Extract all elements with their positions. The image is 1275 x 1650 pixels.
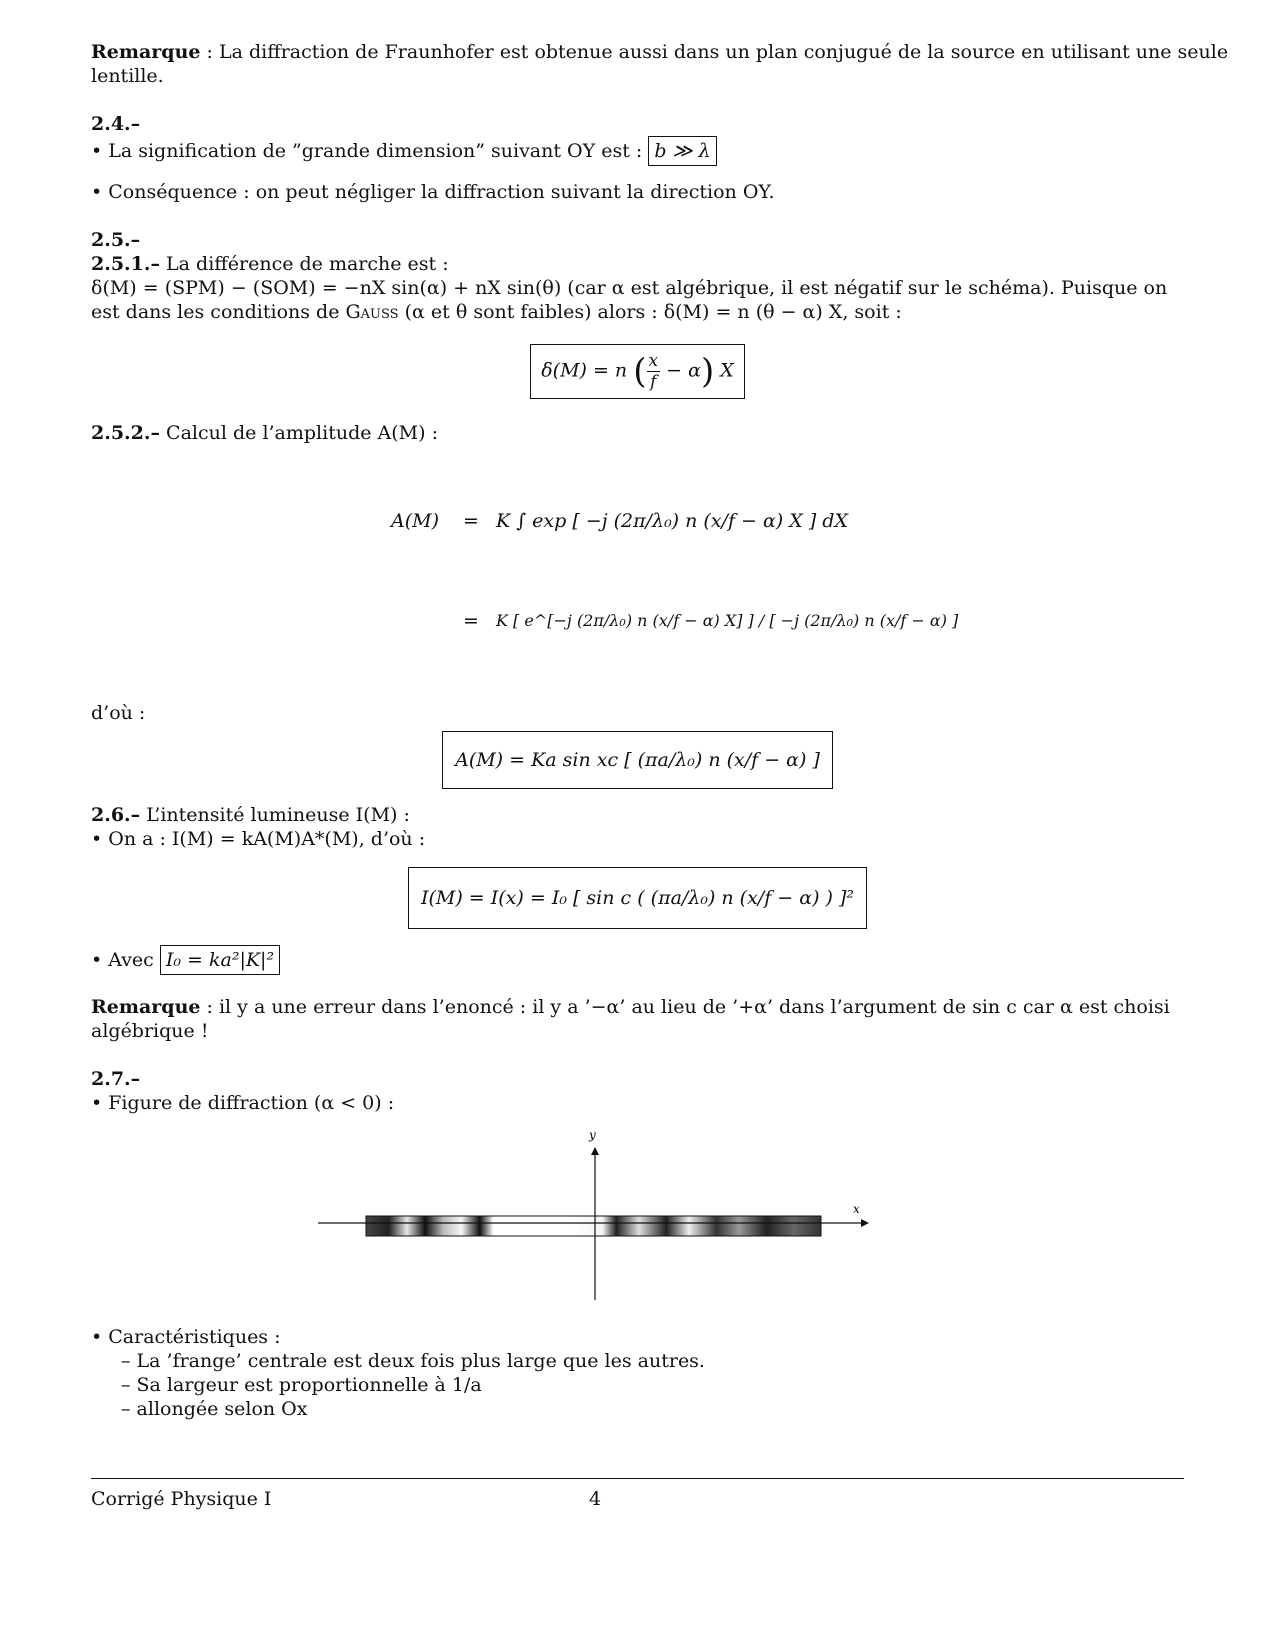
x-axis-arrow-icon — [861, 1219, 869, 1227]
dou: d’où : — [91, 702, 146, 724]
s27-bullet: • Figure de diffraction (α < 0) : — [91, 1092, 395, 1114]
s24-bullet1-text: • La signification de ”grande dimension” suivant OY est : — [91, 140, 643, 162]
s26-bullet1: • On a : I(M) = kA(M)A*(M), d’où : — [91, 828, 426, 850]
s26-bullet2-box: I₀ = ka²|K|² — [160, 945, 280, 975]
s252-label: 2.5.2.– — [91, 422, 161, 444]
s251-title: La différence de marche est : — [160, 253, 449, 275]
eq-delta-rhs: X — [720, 359, 734, 382]
section-2-5-heading: 2.5.– — [91, 229, 141, 251]
s251-line2 — [91, 300, 1184, 324]
s26-bullet2-text: • Avec — [91, 949, 154, 971]
page-footer — [91, 1478, 1184, 1510]
eq-delta-num: x — [648, 351, 659, 371]
remark1-line1 — [91, 40, 1229, 64]
eq-delta-lhs: δ(M) = n — [541, 359, 628, 382]
remark1-label: Remarque — [91, 41, 201, 63]
gauss-name: Gauss — [345, 301, 399, 323]
remark2-line2: algébrique ! — [91, 1020, 209, 1042]
eq-delta-frac — [647, 351, 661, 392]
eq-amplitude-array — [91, 491, 1184, 691]
eqI-center — [91, 867, 1184, 929]
eqA-final-box: A(M) = Ka sin xc [ (πa/λ₀) n (x/f − α) ] — [442, 731, 833, 789]
page-number: 4 — [589, 1488, 602, 1510]
axis-x-label: x — [853, 1202, 860, 1216]
section-2-4-heading: 2.4.– — [91, 113, 141, 135]
section-2-7-heading: 2.7.– — [91, 1068, 141, 1090]
remark1-text: : La diffraction de Fraunhofer est obtenue aussi dans un plan conjugué de la source en utilisant une seule — [200, 41, 1229, 63]
s251-label: 2.5.1.– — [91, 253, 161, 275]
y-axis-arrow-icon — [591, 1147, 599, 1155]
s251-line1: δ(M) = (SPM) − (SOM) = −nX sin(α) + nX sin(θ) (car α est algébrique, il est négatif sur le schéma). Puisque on — [91, 277, 1168, 299]
eqA-eq2: = — [463, 610, 479, 632]
s24-bullet1-box: b ≫ λ — [648, 136, 716, 166]
s26-label: 2.6.– — [91, 804, 141, 826]
s251-line2-b: (α et θ sont faibles) alors : δ(M) = n (θ − α) X, soit : — [398, 301, 902, 323]
s26-title: L’intensité lumineuse I(M) : — [140, 804, 410, 826]
eqA-row1: K ∫ exp [ −j (2π/λ₀) n (x/f − α) X ] dX — [496, 510, 848, 532]
fringe-band — [366, 1216, 821, 1236]
remark2-text: : il y a une erreur dans l’enoncé : il y a ’−α’ au lieu de ’+α’ dans l’argument de sin c car α est choisi — [200, 996, 1170, 1018]
page-content — [91, 40, 1229, 1421]
diffraction-svg — [91, 1125, 1184, 1325]
diffraction-figure — [91, 1125, 1184, 1325]
footer-title: Corrigé Physique I — [91, 1488, 272, 1510]
characteristics-title: • Caractéristiques : — [91, 1326, 281, 1348]
eqA-final-center — [91, 731, 1184, 789]
s251-title-line — [91, 252, 1184, 276]
eq-delta-center — [91, 344, 1184, 399]
characteristics-item: – La ’frange’ centrale est deux fois plus large que les autres. — [121, 1350, 705, 1372]
remark2-label: Remarque — [91, 996, 201, 1018]
eqA-eq1: = — [463, 510, 479, 532]
s251-line2-a: est dans les conditions de — [91, 301, 346, 323]
remark1-line2: lentille. — [91, 65, 164, 87]
s26-bullet2 — [91, 945, 1184, 975]
eq-delta-den: f — [650, 372, 657, 392]
characteristics-item: – Sa largeur est proportionnelle à 1/a — [121, 1374, 482, 1396]
eqA-row2: K [ e^[−j (2π/λ₀) n (x/f − α) X] ] / [ −j (2π/λ₀) n (x/f − α) ] — [496, 611, 959, 630]
remark2-line1 — [91, 995, 1184, 1019]
s252-title-line — [91, 421, 1184, 445]
eqA-lhs: A(M) — [391, 510, 440, 532]
s24-bullet2: • Conséquence : on peut négliger la diffraction suivant la direction OY. — [91, 181, 775, 203]
s26-title-line — [91, 803, 1184, 827]
characteristics-item: – allongée selon Ox — [121, 1398, 308, 1420]
eq-delta-mid: − α — [660, 359, 701, 382]
axis-y-label: y — [589, 1128, 596, 1142]
eqI-box: I(M) = I(x) = I₀ [ sin c ( (πa/λ₀) n (x/f − α) ) ]² — [408, 867, 867, 929]
eq-delta-box: δ(M) = n ( $\frac{x}{f}$ − α) X — [530, 344, 745, 399]
s24-bullet1 — [91, 136, 1184, 166]
s252-title: Calcul de l’amplitude A(M) : — [160, 422, 438, 444]
